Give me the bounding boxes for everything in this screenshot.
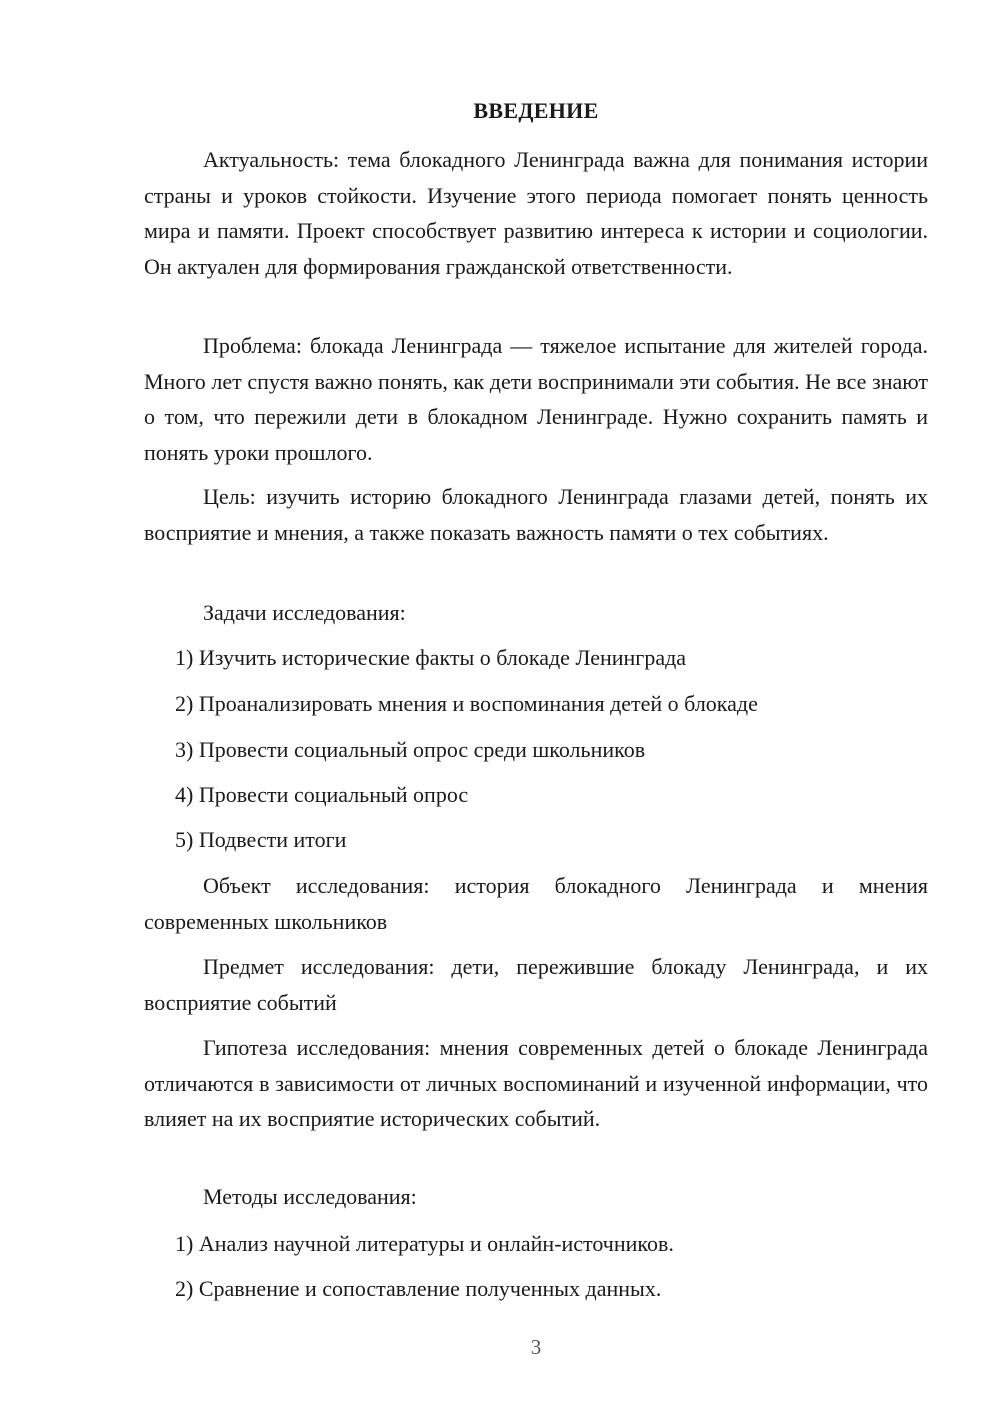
hypothesis-paragraph: Гипотеза исследования: мнения современных детей о блокаде Ленинграда отличаются в зависимости от личных воспоминаний и изученной информации, что влияет на их восприятие исторических событий. — [144, 1035, 928, 1131]
page-number: 3 — [530, 1335, 542, 1359]
subject-paragraph: Предмет исследования: дети, пережившие блокаду Ленинграда, и их восприятие событий — [144, 954, 928, 1015]
method-item: 2) Сравнение и сопоставление полученных данных. — [175, 1276, 662, 1301]
section-heading: ВВЕДЕНИЕ — [473, 98, 599, 123]
tasks-title: Задачи исследования: — [203, 600, 406, 625]
relevance-paragraph: Актуальность: тема блокадного Ленинграда важна для понимания истории страны и уроков стойкости. Изучение этого периода помогает понять ценность мира и памяти. Проект способствует развитию интереса к истории и социологии. Он актуален для формирования гражданской ответственности. — [144, 147, 928, 279]
task-item: 5) Подвести итоги — [175, 827, 347, 852]
problem-paragraph: Проблема: блокада Ленинграда — тяжелое испытание для жителей города. Много лет спустя важно понять, как дети воспринимали эти события. Не все знают о том, что пережили дети в блокадном Ленинграде. Нужно сохранить память и понять уроки прошлого. — [144, 333, 928, 465]
task-item: 4) Провести социальный опрос — [175, 782, 469, 807]
object-paragraph: Объект исследования: история блокадного Ленинграда и мнения современных школьников — [144, 873, 928, 934]
task-item: 3) Провести социальный опрос среди школьников — [175, 737, 646, 762]
methods-title: Методы исследования: — [203, 1184, 417, 1209]
goal-paragraph: Цель: изучить историю блокадного Ленинграда глазами детей, понять их восприятие и мнения, а также показать важность памяти о тех событиях. — [144, 484, 928, 545]
method-item: 1) Анализ научной литературы и онлайн-источников. — [175, 1231, 674, 1256]
task-item: 1) Изучить исторические факты о блокаде Ленинграда — [175, 645, 687, 670]
task-item: 2) Проанализировать мнения и воспоминания детей о блокаде — [175, 691, 758, 716]
